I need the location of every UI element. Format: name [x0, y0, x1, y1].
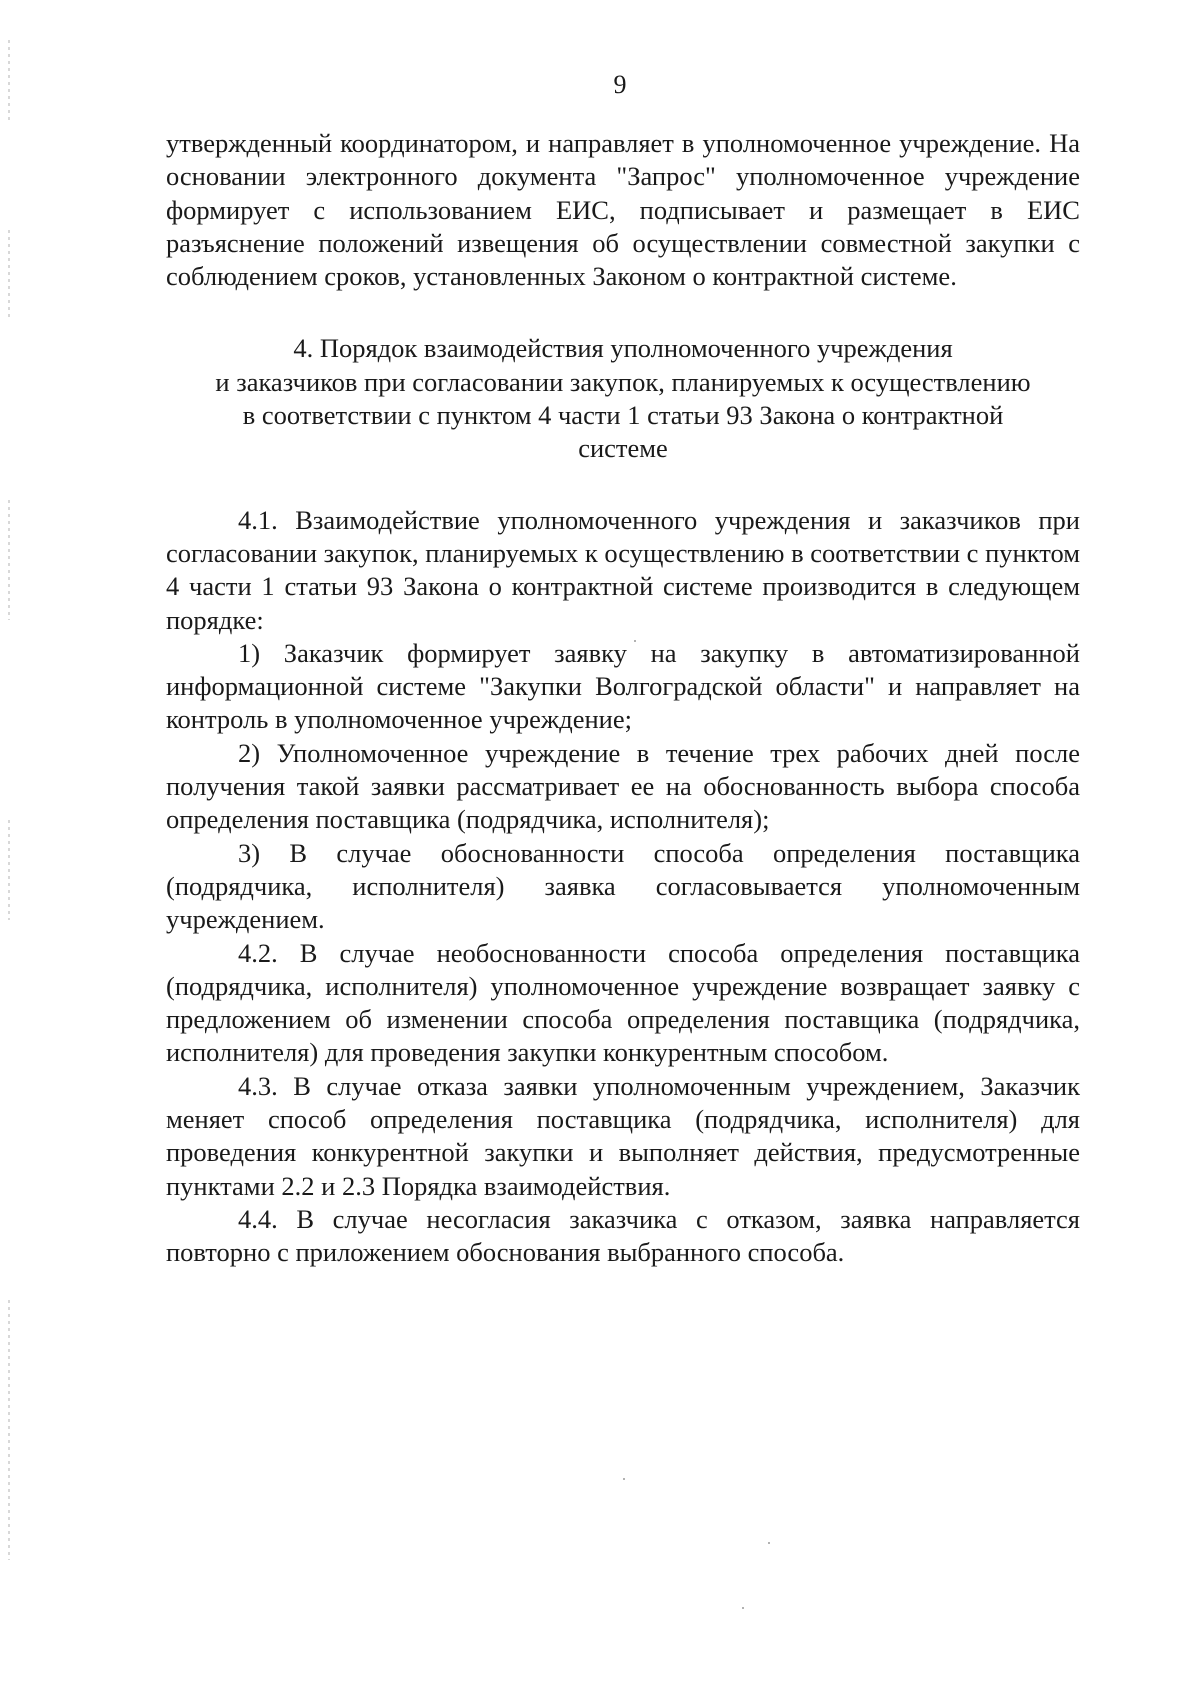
scan-margin-mark — [8, 500, 10, 620]
section-heading-line: в соответствии с пунктом 4 части 1 статьи 93 Закона о контрактной — [242, 400, 1004, 431]
paragraph-4-2: 4.2. В случае необоснованности способа определения поставщика (подрядчика, исполнителя) уполномоченное учреждение возвращает заявку с предложением об изменении способа определения поставщика (подрядчика, исполнителя) для проведения закупки конкурентным способом. — [166, 937, 1080, 1068]
scan-speck — [623, 1478, 625, 1480]
scan-speck — [742, 1607, 744, 1609]
paragraph-4-1: 4.1. Взаимодействие уполномоченного учреждения и заказчиков при согласовании закупок, планируемых к осуществлению в соответствии с пунктом 4 части 1 статьи 93 Закона о контрактной системе производится в следующем порядке: — [166, 504, 1080, 635]
page-number: 9 — [613, 70, 627, 99]
paragraph-4-4: 4.4. В случае несогласия заказчика с отказом, заявка направляется повторно с приложением обоснования выбранного способа. — [166, 1203, 1080, 1268]
section-heading-line: и заказчиков при согласовании закупок, планируемых к осуществлению — [215, 366, 1031, 397]
document-body — [166, 127, 1080, 1270]
paragraph-4-3: 4.3. В случае отказа заявки уполномоченным учреждением, Заказчик меняет способ определения поставщика (подрядчика, исполнителя) для проведения конкурентной закупки и выполняет действия, предусмотренные пунктами 2.2 и 2.3 Порядка взаимодействия. — [166, 1070, 1080, 1201]
list-item-1: 1) Заказчик формирует заявку на закупку в автоматизированной информационной системе "Закупки Волгоградской области" и направляет на контроль в уполномоченное учреждение; — [166, 637, 1080, 735]
list-item-3: 3) В случае обоснованности способа определения поставщика (подрядчика, исполнителя) заявка согласовывается уполномоченным учреждением. — [166, 837, 1080, 935]
scan-margin-mark — [8, 820, 10, 920]
scan-margin-mark — [8, 1300, 10, 1560]
scan-speck — [768, 1542, 770, 1544]
scan-margin-mark — [8, 230, 10, 320]
intro-paragraph: утвержденный координатором, и направляет в уполномоченное учреждение. На основании электронного документа "Запрос" уполномоченное учреждение формирует с использованием ЕИС, подписывает и размещает в ЕИС разъяснение положений извещения об осуществлении совместной закупки с соблюдением сроков, установленных Законом о контрактной системе. — [166, 128, 1080, 292]
list-item-2: 2) Уполномоченное учреждение в течение трех рабочих дней после получения такой заявки рассматривает ее на обоснованность выбора способа определения поставщика (подрядчика, исполнителя); — [166, 737, 1080, 835]
section-heading-line: 4. Порядок взаимодействия уполномоченного учреждения — [293, 333, 953, 364]
section-heading — [166, 332, 1080, 465]
section-heading-line: системе — [578, 433, 668, 464]
